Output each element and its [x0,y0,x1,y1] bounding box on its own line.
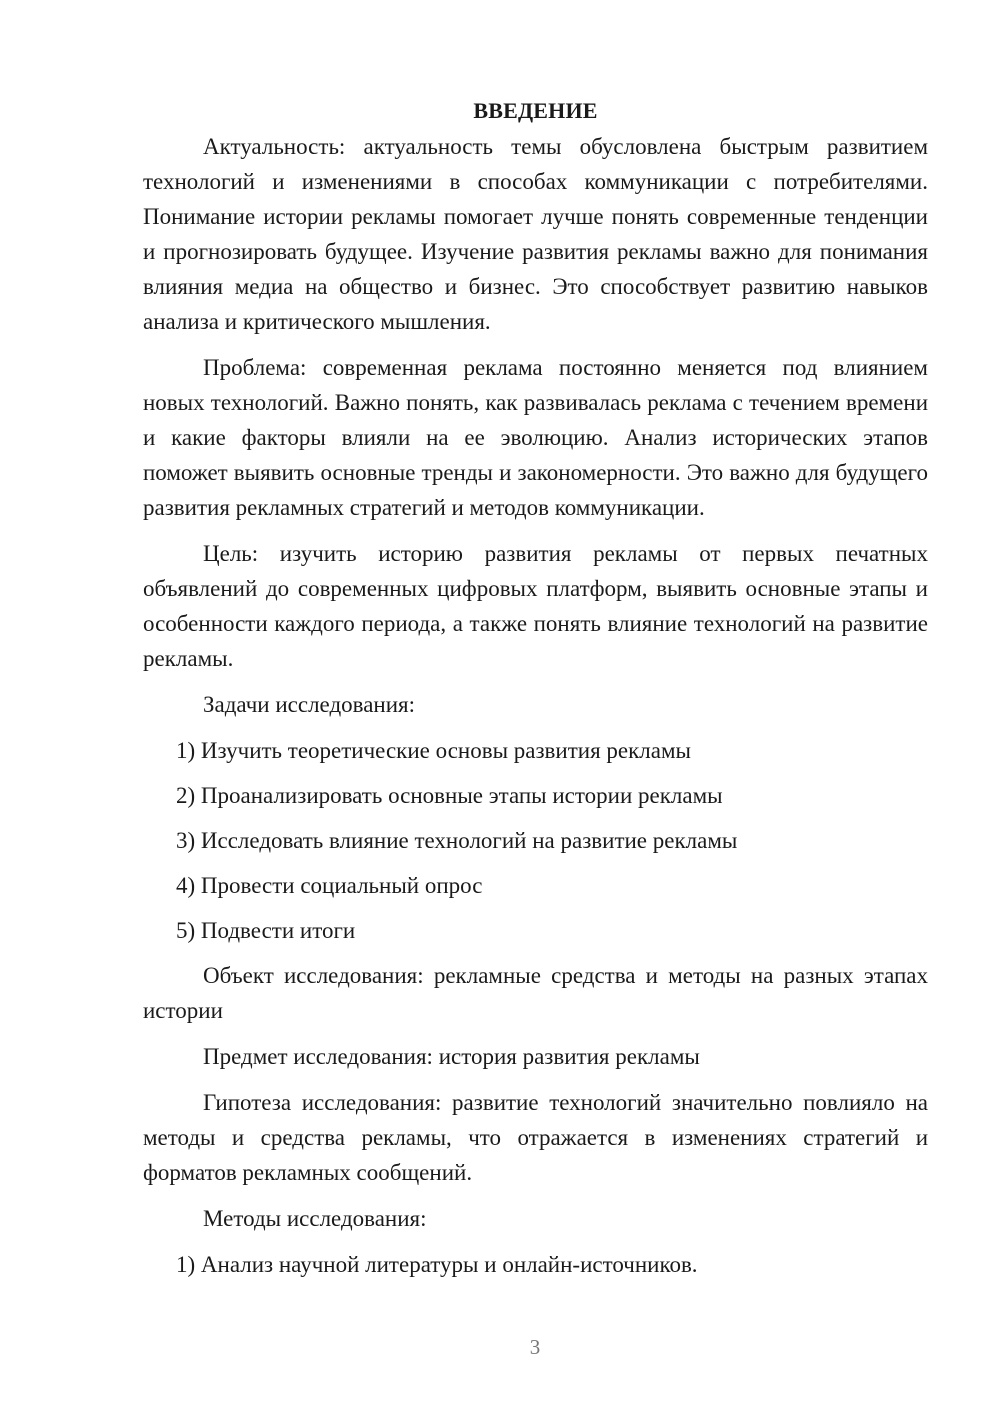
subject-paragraph: Предмет исследования: история развития рекламы [203,1044,700,1069]
methods-heading: Методы исследования: [203,1206,427,1231]
page-number: 3 [529,1335,541,1359]
page-title: ВВЕДЕНИЕ [473,98,598,123]
hypothesis-paragraph: Гипотеза исследования: развитие технологий значительно повлияло на методы и средства рекламы, что отражается в изменениях стратегий и форматов рекламных сообщений. [143,1090,928,1185]
tasks-heading: Задачи исследования: [203,692,416,717]
task-item: 4) Провести социальный опрос [176,873,483,898]
object-paragraph: Объект исследования: рекламные средства и методы на разных этапах истории [143,963,928,1023]
problem-paragraph: Проблема: современная реклама постоянно меняется под влиянием новых технологий. Важно понять, как развивалась реклама с течением времени и какие факторы влияли на ее эволюцию. Анализ исторических этапов поможет выявить основные тренды и закономерности. Это важно для будущего развития рекламных стратегий и методов коммуникации. [143,355,928,520]
task-item: 5) Подвести итоги [176,918,356,943]
method-item: 1) Анализ научной литературы и онлайн-источников. [176,1252,698,1277]
task-item: 1) Изучить теоретические основы развития рекламы [176,738,691,763]
task-item: 2) Проанализировать основные этапы истории рекламы [176,783,723,808]
task-item: 3) Исследовать влияние технологий на развитие рекламы [176,828,738,853]
page-content [143,93,928,1292]
relevance-paragraph: Актуальность: актуальность темы обусловлена быстрым развитием технологий и изменениями в способах коммуникации с потребителями. Понимание истории рекламы помогает лучше понять современные тенденции и прогнозировать будущее. Изучение развития рекламы важно для понимания влияния медиа на общество и бизнес. Это способствует развитию навыков анализа и критического мышления. [143,134,928,334]
goal-paragraph: Цель: изучить историю развития рекламы от первых печатных объявлений до современных цифровых платформ, выявить основные этапы и особенности каждого периода, а также понять влияние технологий на развитие рекламы. [143,541,928,671]
